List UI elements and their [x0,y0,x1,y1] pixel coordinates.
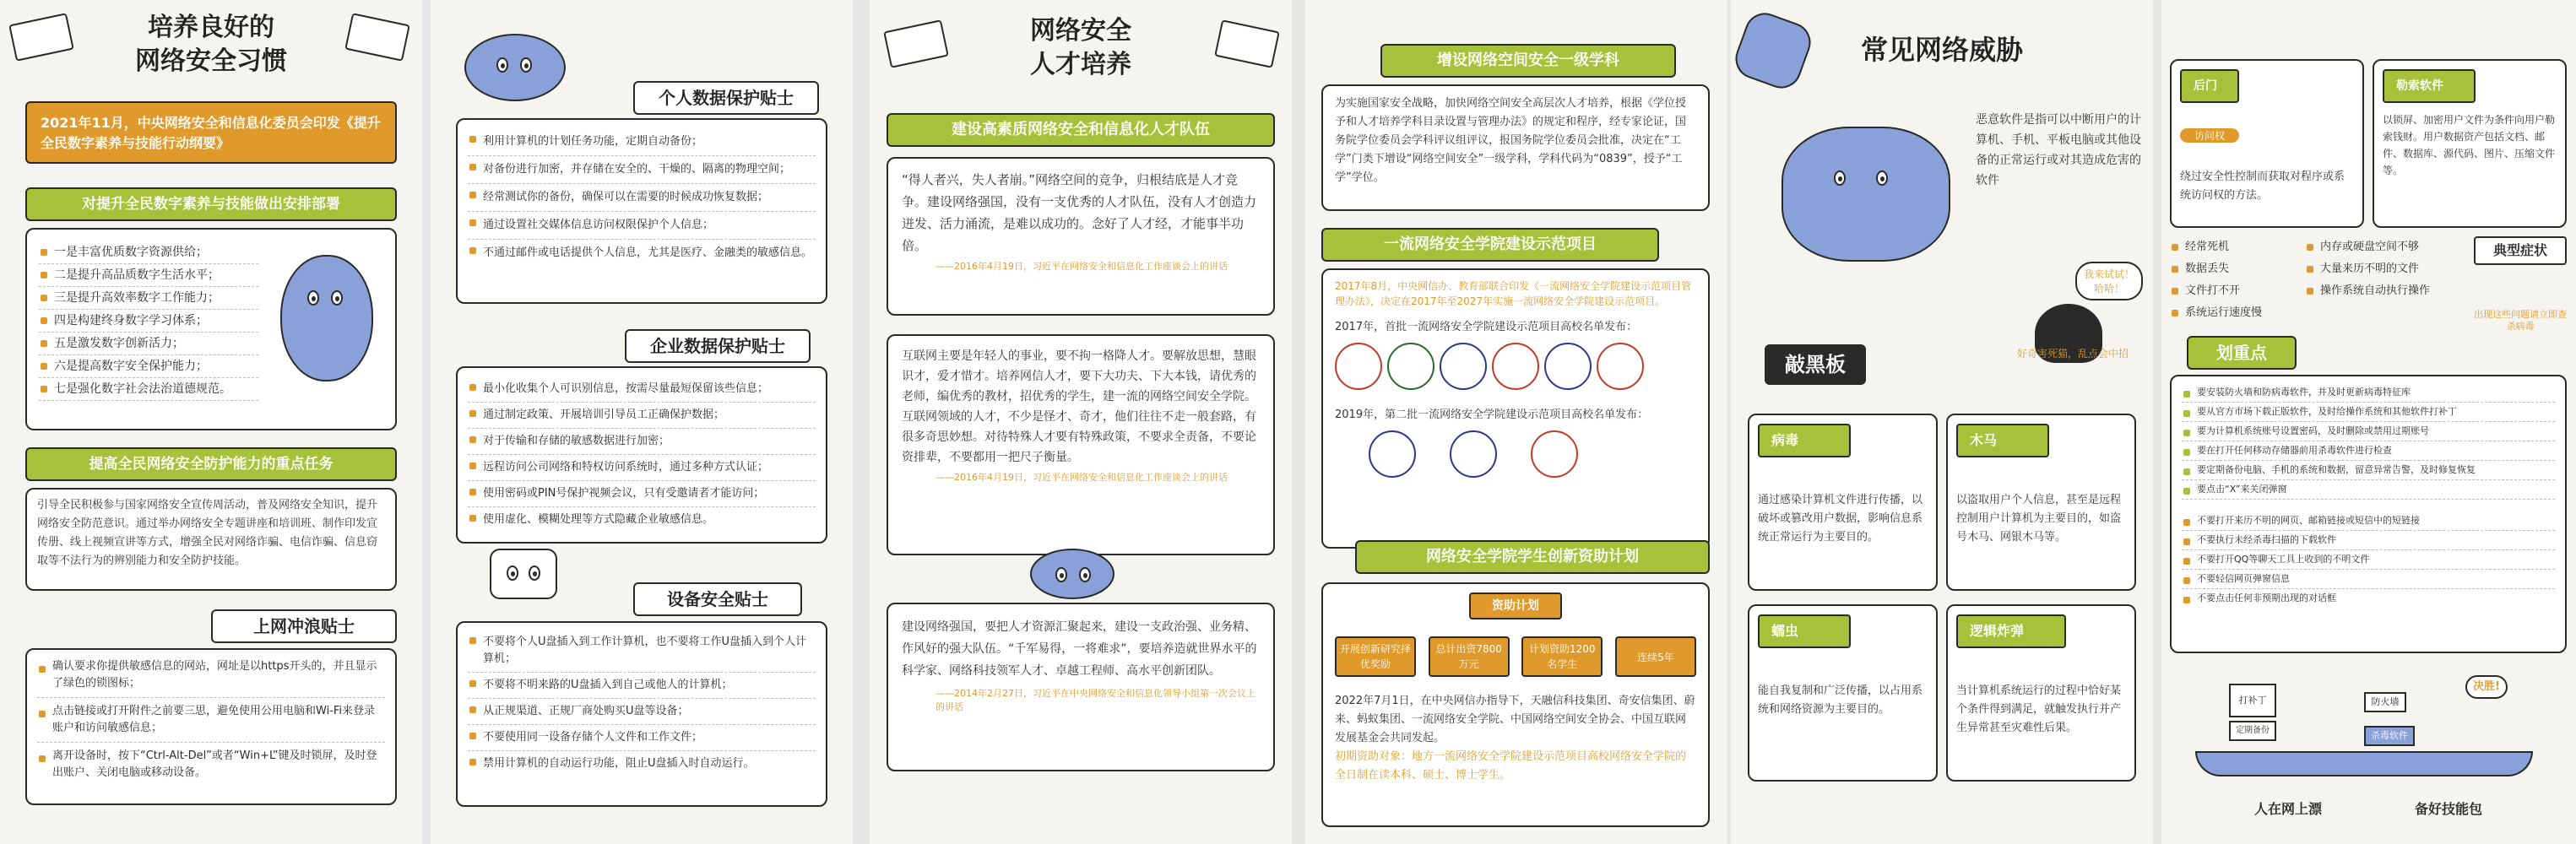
bottom-tag: 定期备份 [2229,721,2276,741]
list-item: 要从官方市场下载正版软件，及时给操作系统和其他软件打补丁 [2182,403,2555,422]
university-logo [1335,343,1382,390]
list-item: 从正规渠道、正规厂商处购买U盘等设备； [468,699,816,725]
list-item: 不要将个人U盘插入到工作计算机，也不要将工作U盘插入到个人计算机； [468,630,816,673]
worm-card [1748,604,1938,782]
backdoor-text: 绕过安全性控制而获取对程序或系统访问权的方法。 [2180,170,2346,202]
enterprise-header: 企业数据保护贴士 [625,329,811,363]
trojan-card [1946,414,2136,591]
laptop-illustration-right [1214,19,1280,68]
virus-title: 病毒 [1758,424,1851,457]
starburst-decoration [1731,8,1816,95]
trojan-title: 木马 [1956,424,2049,457]
enterprise-list [468,376,816,533]
board-label: 敲黑板 [1765,344,1866,385]
list-item: 内存或硬盘空间不够 [2305,236,2474,258]
list-item: 四是构建终身数字学习体系； [39,310,258,333]
personal-header: 个人数据保护贴士 [633,81,819,115]
list-2019-label: 2019年，第二批一流网络安全学院建设示范项目高校名单发布： [1335,408,1649,421]
university-logo [1369,430,1416,478]
list-item: 经常测试你的备份，确保可以在需要的时候成功恢复数据； [468,184,816,212]
panel1-title-line2: 网络安全习惯 [135,46,287,76]
list-item: 要为计算机系统账号设置密码，及时删除或禁用过期账号 [2182,422,2555,441]
section1-header: 对提升全民数字素养与技能做出安排部署 [25,187,397,221]
list-item: 六是提高数字安全保护能力； [39,355,258,378]
list-item: 不要使用同一设备存储个人文件和工作文件； [468,725,816,751]
university-logos-2017 [1335,341,1696,393]
boat-hull [2195,751,2533,776]
demo-header: 一流网络安全学院建设示范项目 [1321,228,1659,262]
caption: 好奇害死猫，乱点会中招 [2016,348,2129,360]
mascot-character [490,549,557,599]
section1-box [25,228,397,430]
list-item: 经常死机 [2170,236,2313,258]
panel-threats [1731,0,2153,844]
panel3-title-line1: 网络安全 [1030,16,1131,46]
list-item: 数据丢失 [2170,258,2313,280]
section1-list [39,241,258,401]
talent-section-header: 建设高素质网络安全和信息化人才队伍 [887,113,1275,147]
fund-header: 网络安全学院学生创新资助计划 [1355,540,1710,574]
footer-left: 人在网上漂 [2253,801,2322,817]
university-logo [1450,430,1497,478]
fund-item: 连续5年 [1615,636,1696,677]
panel-data-protection [431,0,853,844]
warning-text: 出现这些问题请立即查杀病毒 [2474,309,2567,332]
laptop-illustration-left [883,19,949,68]
list-item: 系统运行速度慢 [2170,302,2313,324]
mascot-character [1030,549,1114,599]
fund-text: 2022年7月1日，在中央网信办指导下，天融信科技集团、奇安信集团、蔚来、蚂蚁集团、一流网络安全学院、中国网络空间安全协会、中国互联网发展基金会共同发起。 [1335,695,1695,744]
boat-illustration [2195,667,2533,785]
symptoms-col2 [2305,236,2474,302]
list-item: 一是丰富优质数字资源供给； [39,241,258,264]
list-item: 要定期备份电脑、手机的系统和数据，留意异常告警，及时修复恢复 [2182,461,2555,480]
quote1-box [887,157,1275,316]
footer-right: 备好技能包 [2414,801,2482,817]
university-logo [1597,343,1644,390]
list-item: 要点击“X”来关闭弹窗 [2182,480,2555,500]
panel5-title: 常见网络威胁 [1860,34,2023,66]
list-item: 不要将不明来路的U盘插入到自己或他人的计算机； [468,673,816,699]
panel-habits [0,0,422,844]
quote3-source: ——2014年2月27日，习近平在中央网络安全和信息化领导小组第一次会议上的讲话 [935,688,1255,712]
list-item: 三是提升高效率数字工作能力； [39,287,258,310]
device-box [456,621,827,807]
list-item: 不要打开来历不明的网页、邮箱链接或短信中的短链接 [2182,511,2555,531]
university-logo [1440,343,1487,390]
worm-title: 蠕虫 [1758,614,1851,648]
bottom-tag: 防火墙 [2364,692,2406,712]
bomb-text: 当计算机系统运行的过程中恰好某个条件得到满足，就触发执行并产生异常甚至灾难性后果。 [1956,684,2122,734]
list-item: 不要打开QQ等聊天工具上收到的不明文件 [2182,550,2555,570]
panel-prevention [2161,0,2576,844]
malware-monster [1782,127,1950,262]
quote3-box [887,603,1275,771]
fund-item: 计划资助1200名学生 [1521,636,1603,677]
list-item: 通过制定政策、开展培训引导员工正确保护数据； [468,403,816,429]
demo-box [1321,268,1710,549]
university-logos-2019 [1335,429,1696,481]
tips-list [37,658,385,782]
personal-list [468,128,816,267]
device-header: 设备安全贴士 [633,582,802,616]
symptoms-title: 典型症状 [2474,236,2567,265]
quote1-text: “得人者兴，失人者崩。”网络空间的竞争，归根结底是人才竞争。建设网络强国，没有一支优秀的人才队伍，没有人才创造力迸发、活力涌流，是难以成功的。念好了人才经，才能事半功倍。 [902,172,1257,253]
discipline-header: 增设网络空间安全一级学科 [1380,44,1676,78]
list-item: 不通过邮件或电话提供个人信息，尤其是医疗、金融类的敏感信息。 [468,240,816,267]
university-logo [1544,343,1592,390]
list-item: 对备份进行加密，并存储在安全的、干燥的、隔离的物理空间； [468,156,816,184]
fund-item: 开展创新研究择优奖励 [1335,636,1416,677]
bomb-card [1946,604,2136,782]
list-item: 要在打开任何移动存储器前用杀毒软件进行检查 [2182,441,2555,461]
quote2-source: ——2016年4月19日，习近平在网络安全和信息化工作座谈会上的讲话 [935,472,1228,483]
section2-header: 提高全民网络安全防护能力的重点任务 [25,447,397,481]
list-item: 对于传输和存储的敏感数据进行加密； [468,429,816,455]
personal-box [456,118,827,304]
quote2-box [887,334,1275,555]
speech-bubble: 我来试试！哈哈！ [2075,262,2143,300]
panel-talent [870,0,1292,844]
mascot-character [280,255,373,381]
demo-text: 2017年8月，中央网信办、教育部联合印发《一流网络安全学院建设示范项目管理办法》，决定在2017年至2027年实施一流网络安全学院建设示范项目。 [1335,280,1692,307]
worm-text: 能自我复制和广泛传播，以占用系统和网络资源为主要目的。 [1758,684,1923,716]
fund-plan-label: 资助计划 [1469,592,1562,619]
key-points-header: 划重点 [2187,336,2297,370]
tips-header: 上网冲浪贴士 [211,609,397,643]
list-item: 大量来历不明的文件 [2305,258,2474,280]
quote1-source: ——2016年4月19日，习近平在网络安全和信息化工作座谈会上的讲话 [935,261,1228,272]
intro-banner: 2021年11月，中央网络安全和信息化委员会印发《提升全民数字素养与技能行动纲要》 [25,101,397,164]
list-item: 利用计算机的计划任务功能，定期自动备份； [468,128,816,156]
virus-text: 通过感染计算机文件进行传播，以破坏或篡改用户数据，影响信息系统正常运行为主要目的。 [1758,494,1923,544]
backdoor-card [2170,59,2364,228]
list-2017-label: 2017年，首批一流网络安全学院建设示范项目高校名单发布： [1335,321,1638,333]
list-item: 离开设备时，按下“Ctrl-Alt-Del”或者“Win+L”键及时锁屏，及时登出账户、关闭电脑或移动设备。 [37,748,385,782]
backdoor-title: 后门 [2180,69,2239,103]
list-item: 不要轻信网页弹窗信息 [2182,570,2555,589]
list-item: 不要执行未经杀毒扫描的下载软件 [2182,531,2555,550]
enterprise-box [456,366,827,544]
list-item: 通过设置社交媒体信息访问权限保护个人信息； [468,212,816,240]
list-item: 确认要求你提供敏感信息的网站，网址是以https开头的，并且显示了绿色的锁图标； [37,658,385,698]
list-item: 要安装防火墙和防病毒软件，并及时更新病毒特征库 [2182,383,2555,403]
panel3-title-line2: 人才培养 [1030,50,1131,79]
fund-items [1335,636,1696,677]
malware-intro: 恶意软件是指可以中断用户的计算机、手机、平板电脑或其他设备的正常运行或对其造成危害的软件 [1976,113,2141,187]
bottom-tag: 杀毒软件 [2364,726,2415,746]
donts-list [2182,511,2555,608]
virus-card [1748,414,1938,591]
symptoms-box [2170,236,2567,332]
ransom-text: 以锁屏、加密用户文件为条件向用户勒索钱财。用户数据资产包括文档、邮件、数据库、源代码、图片、压缩文件等。 [2383,114,2556,176]
university-logo [1492,343,1539,390]
exclaim-bubble: 决胜! [2465,675,2508,699]
panel-discipline [1304,0,1727,844]
list-item: 点击链接或打开附件之前要三思，避免使用公用电脑和Wi-Fi来登录账户和访问敏感信息； [37,703,385,743]
fund-box [1321,582,1710,827]
laptop-illustration-left [8,13,74,62]
panel1-title-line1: 培养良好的 [148,13,274,42]
list-item: 文件打不开 [2170,280,2313,302]
list-item: 禁用计算机的自动运行功能，阻止U盘插入时自动运行。 [468,751,816,776]
list-item: 使用虚化、模糊处理等方式隐藏企业敏感信息。 [468,507,816,533]
fund-item: 总计出资7800万元 [1429,636,1510,677]
university-logo [1387,343,1434,390]
device-list [468,630,816,776]
university-logo [1531,430,1578,478]
trojan-text: 以盗取用户个人信息，甚至是远程控制用户计算机为主要目的，如盗号木马、网银木马等。 [1956,494,2122,544]
bottom-tag: 打补丁 [2229,684,2276,717]
backdoor-tag: 访问权 [2180,128,2239,143]
dos-list [2182,383,2555,500]
laptop-illustration-right [344,13,410,62]
list-item: 最小化收集个人可识别信息，按需尽量最短保留该些信息； [468,376,816,403]
list-item: 七是强化数字社会法治道德规范。 [39,378,258,401]
list-item: 二是提升高品质数字生活水平； [39,264,258,287]
list-item: 操作系统自动执行操作 [2305,280,2474,302]
fund-target: 初期资助对象：地方一流网络安全学院建设示范项目高校网络安全学院的全日制在读本科、硕士、博士学生。 [1335,750,1687,782]
list-item: 使用密码或PIN号保护视频会议，只有受邀请者才能访问； [468,481,816,507]
ransom-title: 勒索软件 [2383,69,2476,103]
ransom-card [2373,59,2567,228]
bomb-title: 逻辑炸弹 [1956,614,2066,648]
mascot-character [464,34,566,101]
discipline-text: 为实施国家安全战略，加快网络空间安全高层次人才培养，根据《学位授予和人才培养学科目录设置与管理办法》的规定和程序，经专家论证，国务院学位委员会学科评议组评议，报国务院学位委员会批准，决定在“工学”门类下增设“网络空间安全”一级学科，学科代码为“0839”，授予“工学”学位。 [1321,84,1710,211]
section2-text: 引导全民积极参与国家网络安全宣传周活动，普及网络安全知识，提升网络安全防范意识。通过举办网络安全专题讲座和培训班、制作印发宣传册、线上视频宣讲等方式，增强全民对网络诈骗、电信诈骗、信息窃取等不法行为的辨别能力和安全防护技能。 [25,488,397,591]
quote2-text: 互联网主要是年轻人的事业，要不拘一格降人才。要解放思想，慧眼识才，爱才惜才。培养网信人才，要下大功夫、下大本钱，请优秀的老师，编优秀的教材，招优秀的学生，建一流的网络空间安全学院。互联网领域的人才，不少是怪才、奇才，他们往往不走一般套路，有很多奇思妙想。对待特殊人才要有特殊政策，不要求全责备，不要论资排辈，不要都用一把尺子衡量。 [902,349,1256,464]
list-item: 五是激发数字创新活力； [39,333,258,355]
key-points-box [2170,375,2567,653]
list-item: 远程访问公司网络和特权访问系统时，通过多种方式认证； [468,455,816,481]
quote3-text: 建设网络强国，要把人才资源汇聚起来，建设一支政治强、业务精、作风好的强大队伍。“千军易得，一将难求”，要培养造就世界水平的科学家、网络科技领军人才、卓越工程师、高水平创新团队。 [902,620,1257,678]
symptoms-col1 [2170,236,2313,324]
tips-box [25,648,397,805]
list-item: 不要点击任何非预期出现的对话框 [2182,589,2555,608]
